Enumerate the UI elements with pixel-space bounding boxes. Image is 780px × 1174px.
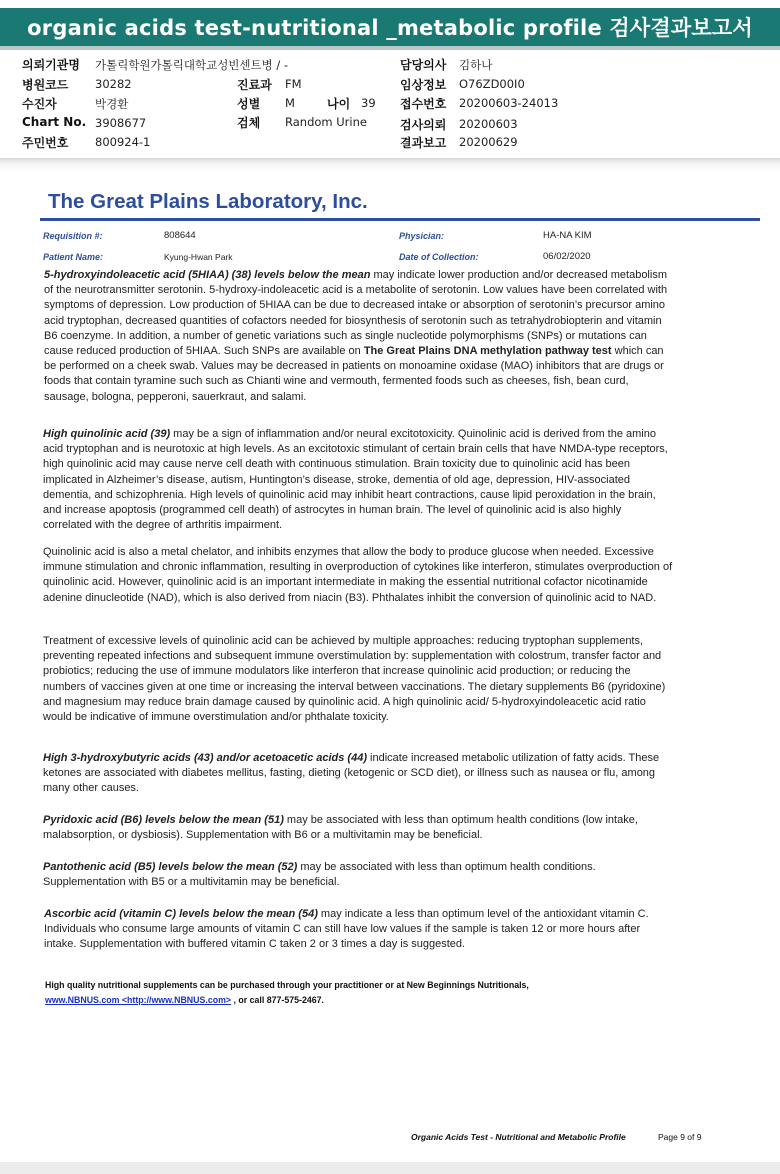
ascorbic-heading: Ascorbic acid (vitamin C) levels below the mean (54): [44, 908, 318, 920]
physician-label: Physician:: [399, 231, 445, 241]
phone-text: , or call 877-575-2467.: [231, 995, 324, 1005]
ketones-text: indicate increased metabolic utilization of fatty acids. These ketones are associated with diabetes mellitus, fasting, dieting (ketogenic or SCD diet), or illness such as nausea or flu, among many other causes.: [43, 752, 660, 795]
dna-methylation-test: The Great Plains DNA methylation pathway test: [363, 345, 612, 358]
clinical-info-label: 임상정보: [400, 78, 447, 92]
department-label: 진료과: [237, 78, 272, 92]
paragraph-5hiaa: [44, 268, 669, 405]
sex-value: M: [285, 96, 295, 110]
nbnus-link[interactable]: www.NBNUS.com <http://www.NBNUS.com>: [45, 995, 232, 1005]
paragraph-quinolinic: [43, 427, 668, 533]
footer-page-number: Page 9 of 9: [658, 1132, 702, 1142]
doctor-label: 담당의사: [400, 58, 447, 72]
report-title-bar: [0, 8, 780, 48]
paragraph-pantothenic: [43, 860, 643, 890]
report-date-label: 결과보고: [400, 136, 447, 150]
requisition-value: 808644: [164, 230, 196, 241]
doctor-value: 김하나: [459, 58, 493, 72]
department-value: FM: [285, 77, 302, 91]
report-title: organic acids test-nutritional _metabolic profile 검사결과보고서: [27, 16, 753, 40]
chart-no-value: 3908677: [95, 116, 147, 130]
receiver-value: 박경환: [95, 97, 129, 111]
institution-label: 의뢰기관명: [22, 58, 80, 72]
pyridoxic-text: may be associated with less than optimum health conditions (low intake, malabsorption, or dysbiosis). Supplementation with B6 or a multivitamin may be beneficial.: [43, 814, 638, 842]
bottom-strip: [0, 1162, 780, 1174]
paragraph-ketones: [43, 751, 673, 797]
clinical-info-value: O76ZD00I0: [459, 77, 525, 91]
resident-no-value: 800924-1: [95, 135, 151, 149]
receipt-no-label: 접수번호: [400, 97, 447, 111]
supplement-note-line1: High quality nutritional supplements can be purchased through your practitioner or at New Beginnings Nutritionals,: [45, 980, 529, 990]
resident-no-label: 주민번호: [22, 136, 69, 150]
sex-label: 성별: [237, 97, 261, 111]
5hiaa-text-2: which can be performed on a cheek swab. Values may be decreased in patients on monoamine oxidase (MAO) inhibitors that are drugs or foods that contain tyramine such such as Chianti wine and vermouth, fermented foods such as cheeses, fish, bean curd, sausage, bologna, pepperoni, sauerkraut, and salami.: [44, 345, 664, 403]
pantothenic-text: may be associated with less than optimum health conditions. Supplementation with B5 or a multivitamin may be beneficial.: [43, 861, 596, 889]
supplement-note-line2: [45, 993, 705, 1008]
physician-value: HA-NA KIM: [543, 230, 592, 241]
quinolinic-text: may be a sign of inflammation and/or neural excitotoxicity. Quinolinic acid is derived from the amino acid tryptophan and is neurotoxic at high levels. As an excitotoxic stimulant of certain brain cells that have NMDA-type receptors, high quinolinic acid may cause nerve cell death with continuous stimulation. Brain toxicity due to quinolinic acid has been implicated in Alzheimer’s disease, autism, Huntington’s disease, stroke, dementia of old age, depression, HIV-associated dementia, and schizophrenia. High levels of quinolinic acid may inhibit heart contractions, cause lipid peroxidation in the brain, and increase apoptosis (programmed cell death) of astrocytes in human brain. The level of quinolinic acid is also highly correlated with the degree of arthritis impairment.: [43, 428, 668, 532]
lab-name: The Great Plains Laboratory, Inc.: [48, 190, 368, 213]
quinolinic-heading: High quinolinic acid (39): [43, 428, 171, 440]
receiver-label: 수진자: [22, 97, 57, 111]
request-date-label: 검사의뢰: [400, 118, 447, 132]
title-bar-shadow: [0, 46, 780, 50]
pyridoxic-heading: Pyridoxic acid (B6) levels below the mean (51): [43, 814, 284, 826]
collection-date-label: Date of Collection:: [399, 252, 479, 262]
5hiaa-text: may indicate lower production and/or decreased metabolism of the neurotransmitter serotonin. 5-hydroxy-indoleacetic acid is a metabolite of serotonin. Low values have been correlated with symptoms of depression. Low production of 5HIAA can be due to decreased intake or absorption of serotonin’s precursor amino acid tryptophan, decreased quantities of cofactors needed for biosynthesis of serotonin such as tetrahydrobiopterin and vitamin B6 coenzyme. In addition, a number of genetic variations such as single nucleotide polymorphisms (SNPs) or mutations can cause reduced production of 5HIAA. Such SNPs are available on: [44, 269, 668, 358]
ketones-heading: High 3-hydroxybutyric acids (43) and/or acetoacetic acids (44): [43, 752, 367, 764]
specimen-label: 검체: [237, 116, 261, 130]
supplement-note: [45, 978, 705, 1008]
request-date-value: 20200603: [459, 117, 518, 131]
patient-name-value: Kyung-Hwan Park: [164, 252, 233, 262]
specimen-value: Random Urine: [285, 115, 367, 129]
collection-date-value: 06/02/2020: [543, 251, 591, 262]
age-value: 39: [361, 96, 376, 110]
page-separator: [0, 158, 780, 172]
pantothenic-heading: Pantothenic acid (B5) levels below the mean (52): [43, 861, 298, 873]
footer-report-title: Organic Acids Test - Nutritional and Metabolic Profile: [411, 1132, 626, 1142]
lab-title-rule: [40, 218, 760, 221]
paragraph-pyridoxic: [43, 813, 643, 843]
patient-name-label: Patient Name:: [43, 252, 104, 262]
ascorbic-text: may indicate a less than optimum level of the antioxidant vitamin C. Individuals who consume large amounts of vitamin C can still have low values if the sample is taken 12 or more hours after intake. Supplementation with buffered vitamin C taken 2 or 3 times a day is suggested.: [44, 908, 649, 951]
report-date-value: 20200629: [459, 135, 518, 149]
paragraph-quinolinic-chelator: Quinolinic acid is also a metal chelator, and inhibits enzymes that allow the body to produce glucose when needed. Excessive immune stimulation and chronic inflammation, resulting in overproduction of cytokines like interferon, stimulates overproduction of quinolinic acid. However, quinolinic acid is an important intermediate in making the essential nutritional cofactor nicotinamide adenine dinucleotide (NAD), which is also derived from niacin (B3). Phthalates inhibit the conversion of quinolinic acid to NAD.: [43, 546, 673, 604]
lab-report-page: [0, 172, 780, 1162]
institution-value: 가톨릭학원가톨릭대학교성빈센트병 / -: [95, 58, 289, 72]
hospital-code-value: 30282: [95, 77, 132, 91]
receipt-no-value: 20200603-24013: [459, 96, 559, 110]
requisition-label: Requisition #:: [43, 231, 103, 241]
paragraph-quinolinic-treatment: Treatment of excessive levels of quinolinic acid can be achieved by multiple approaches: reducing tryptophan supplements, preventing repeated infections and subsequent immune overstimulation by: supplementation with colostrum, transfer factor and probiotics; reducing the use of immune modulators like interferon that increase quinolinic acid production; or reducing the numbers of vaccines given at one time or increasing the interval between vaccinations. The dietary supplements B6 (pyridoxine) and magnesium may reduce brain damage caused by quinolinic acid. A high quinolinic acid/ 5-hydroxyindoleacetic acid ratio would be indicative of immune overstimulation and/or phthalate toxicity.: [43, 635, 666, 724]
age-label: 나이: [327, 97, 351, 111]
chart-no-label: Chart No.: [22, 115, 87, 129]
5hiaa-heading: 5-hydroxyindoleacetic acid (5HIAA) (38) levels below the mean: [44, 269, 371, 281]
paragraph-ascorbic: [44, 907, 671, 953]
hospital-code-label: 병원코드: [22, 78, 69, 92]
